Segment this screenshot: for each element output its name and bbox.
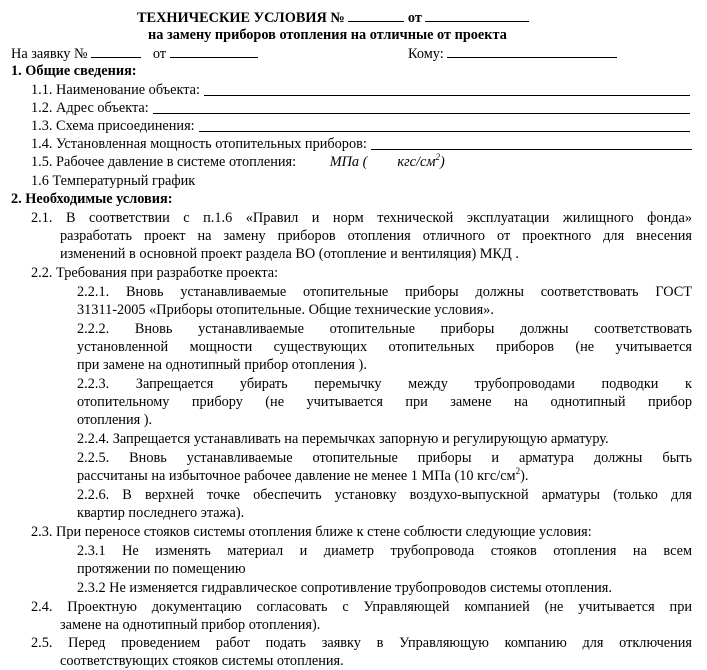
field-temperature-schedule <box>31 172 195 190</box>
p225-text: рассчитаны на избыточное рабочее давление не менее 1 МПа (10 кгс/см <box>77 468 516 484</box>
item-label: Температурный график <box>52 173 196 189</box>
title-text: ТЕХНИЧЕСКИЕ УСЛОВИЯ № <box>137 10 345 26</box>
field-heater-power <box>31 135 692 153</box>
item-num: 1.4. <box>31 136 53 152</box>
heater-power-blank[interactable] <box>371 136 692 150</box>
object-address-blank[interactable] <box>153 100 690 114</box>
item-label: Установленная мощность отопительных приборов: <box>56 136 367 152</box>
p231-line2: протяжении по помещению <box>77 561 246 577</box>
request-to <box>408 44 617 63</box>
item-label: Адрес объекта: <box>56 100 149 116</box>
p224: 2.2.4. Запрещается устанавливать на перемычках запорную и регулирующую арматуру. <box>77 431 609 447</box>
p22: 2.2. Требования при разработке проекта: <box>31 265 279 281</box>
item-label: Наименование объекта: <box>56 82 200 98</box>
p225-close: ). <box>520 468 529 484</box>
p24-line2: замене на однотипный прибор отопления). <box>60 617 321 633</box>
p25-line1: 2.5. Перед проведением работ подать заявку в Управляющую компанию для отключения <box>31 635 692 651</box>
request-date-blank[interactable] <box>170 44 258 58</box>
unit-mpa: МПа ( <box>329 154 368 170</box>
pressure-unit <box>330 154 445 170</box>
request-to-label: Кому: <box>408 46 444 62</box>
unit-close: ) <box>439 154 445 170</box>
request-from: от <box>152 46 167 62</box>
p222-line1: 2.2.2. Вновь устанавливаемые отопительные приборы должны соответствовать <box>77 321 692 337</box>
p226-line2: квартир последнего этажа). <box>77 505 245 521</box>
item-num: 1.3. <box>31 118 53 134</box>
p223-line3: отопления ). <box>77 412 153 428</box>
field-object-name <box>31 81 690 99</box>
section2-heading: 2. Необходимые условия: <box>11 191 173 207</box>
p24-line1: 2.4. Проектную документацию согласовать с Управляющей компанией (не учитывается при <box>31 599 692 615</box>
connection-scheme-blank[interactable] <box>199 118 690 132</box>
p223-line2: отопительному прибору (не учитывается при замене на однотипный прибор <box>77 394 692 410</box>
p21-line1: 2.1. В соответствии с п.1.6 «Правил и норм технической эксплуатации жилищного фонда» <box>31 210 692 226</box>
item-num: 1.2. <box>31 100 53 116</box>
item-num: 1.5. <box>31 154 53 170</box>
p221-line2: 31311-2005 «Приборы отопительные. Общие технические условия». <box>77 302 494 318</box>
document-title <box>137 8 529 27</box>
field-object-address <box>31 99 690 117</box>
p25-line2: соответствующих стояков системы отопления. <box>60 653 344 669</box>
item-num: 1.6 <box>31 173 49 189</box>
object-name-blank[interactable] <box>204 82 690 96</box>
request-label: На заявку № <box>11 46 88 62</box>
p225-line1: 2.2.5. Вновь устанавливаемые отопительные приборы и арматура должны быть <box>77 450 692 466</box>
p225-sup: 2 <box>515 466 521 477</box>
field-connection-scheme <box>31 117 690 135</box>
p23: 2.3. При переносе стояков системы отопления ближе к стене соблюсти следующие условия: <box>31 524 592 540</box>
item-label: Схема присоединения: <box>56 118 195 134</box>
p222-line3: при замене на однотипный прибор отопления ). <box>77 357 367 373</box>
section1-heading: 1. Общие сведения: <box>11 63 137 79</box>
title-from: от <box>407 10 422 26</box>
item-num: 1.1. <box>31 82 53 98</box>
p232: 2.3.2 Не изменяется гидравлическое сопротивление трубопроводов системы отопления. <box>77 580 612 596</box>
p221-line1: 2.2.1. Вновь устанавливаемые отопительные приборы должны соответствовать ГОСТ <box>77 284 692 300</box>
unit-sup: 2 <box>435 152 440 163</box>
request-number-blank[interactable] <box>91 44 141 58</box>
document-subtitle: на замену приборов отопления на отличные от проекта <box>148 27 507 43</box>
p223-line1: 2.2.3. Запрещается убирать перемычку между трубопроводами подводки к <box>77 376 692 392</box>
p225-line2 <box>77 467 528 485</box>
item-label: Рабочее давление в системе отопления: <box>56 154 297 170</box>
unit-kgs: кгс/см <box>397 154 436 170</box>
p21-line2: разработать проект на замену приборов отопления отличного от проектного для внесения <box>60 228 692 244</box>
title-date-blank[interactable] <box>425 8 529 22</box>
request-to-blank[interactable] <box>447 44 617 58</box>
p231-line1: 2.3.1 Не изменять материал и диаметр трубопровода стояков отопления на всем <box>77 543 692 559</box>
p226-line1: 2.2.6. В верхней точке обеспечить установку воздухо-выпускной арматуры (только для <box>77 487 692 503</box>
request-line <box>11 44 258 63</box>
field-working-pressure <box>31 153 445 171</box>
p222-line2: установленной мощности существующих отопительных приборов (не учитывается <box>77 339 692 355</box>
p21-line3: изменений в основной проект раздела ВО (отопление и вентиляция) МКД . <box>60 246 519 262</box>
title-number-blank[interactable] <box>348 8 404 22</box>
